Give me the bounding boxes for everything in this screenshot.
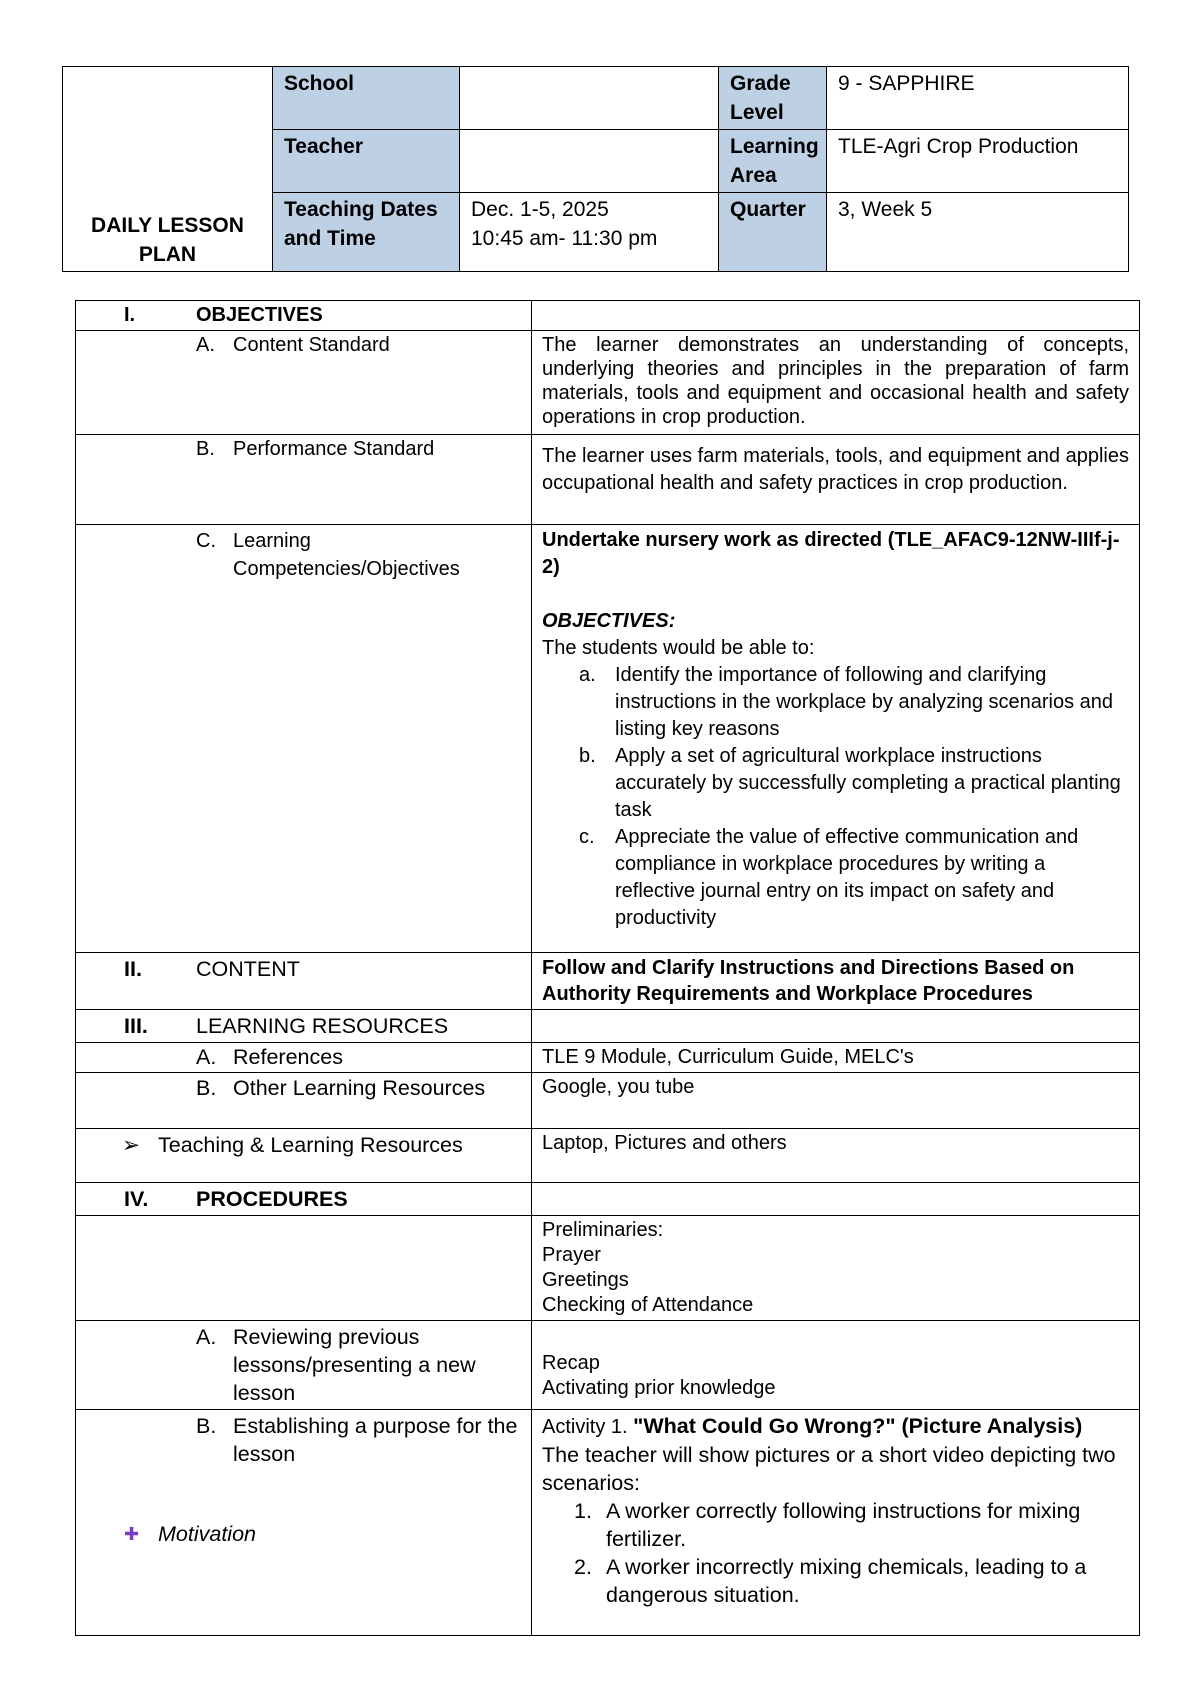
references-value: TLE 9 Module, Curriculum Guide, MELC's (532, 1043, 1140, 1073)
list-item: c. Appreciate the value of effective communication and compliance in workplace procedures by writing a reflective journal entry on its impact on safety and productivity (579, 826, 1079, 929)
references-label: References (233, 1045, 343, 1069)
preliminaries-row (76, 1216, 1140, 1321)
teaching-resources-row (76, 1129, 1140, 1183)
item-letter: C. (196, 530, 216, 552)
content-text: Follow and Clarify Instructions and Directions Based on Authority Requirements and Workplace Procedures (532, 953, 1140, 1010)
list-item: 2. A worker incorrectly mixing chemicals, leading to a dangerous situation. (574, 1555, 1087, 1607)
header-table (62, 66, 1129, 272)
prior-knowledge-line: Activating prior knowledge (542, 1377, 776, 1399)
preliminaries-label: Preliminaries: (542, 1219, 664, 1241)
grade-level-value: 9 - SAPPHIRE (827, 67, 1129, 130)
objectives-heading: OBJECTIVES (196, 304, 323, 326)
teaching-dates-line: Dec. 1-5, 2025 (471, 198, 609, 221)
list-item: b. Apply a set of agricultural workplace instructions accurately by successfully completing a practical planting task (579, 745, 1121, 821)
review-label: Reviewing previous lessons/presenting a new lesson (233, 1325, 476, 1405)
teaching-resources-value: Laptop, Pictures and others (532, 1129, 1140, 1183)
item-letter: A. (196, 1325, 217, 1349)
learning-area-label: Learning Area (719, 130, 827, 193)
content-row (76, 953, 1140, 1010)
prayer-item: Prayer (542, 1244, 601, 1266)
arrow-bullet-icon: ➢ (122, 1133, 141, 1157)
content-standard-text: The learner demonstrates an understanding of concepts, underlying theories and principles in the preparation of farm materials, tools and equipment and occasional health and safety operations in crop production. (532, 331, 1140, 435)
quarter-label: Quarter (719, 193, 827, 272)
performance-standard-row (76, 435, 1140, 525)
quarter-value: 3, Week 5 (827, 193, 1129, 272)
teaching-dates-value (460, 193, 719, 272)
item-letter: A. (196, 1045, 217, 1069)
objectives-subheading: OBJECTIVES: (542, 610, 676, 632)
content-heading: CONTENT (196, 957, 300, 981)
procedures-row (76, 1183, 1140, 1216)
learning-area-value: TLE-Agri Crop Production (827, 130, 1129, 193)
learning-resources-row (76, 1010, 1140, 1043)
item-letter: A. (196, 334, 215, 356)
review-row (76, 1321, 1140, 1410)
teaching-time-line: 10:45 am- 11:30 pm (471, 227, 658, 250)
teacher-value (460, 130, 719, 193)
competencies-row (76, 525, 1140, 953)
content-standard-row (76, 331, 1140, 435)
item-letter: B. (196, 438, 215, 460)
document-title: DAILY LESSON PLAN (63, 67, 273, 272)
recap-line: Recap (542, 1352, 600, 1374)
performance-standard-label: Performance Standard (233, 438, 435, 460)
activity-title: "What Could Go Wrong?" (Picture Analysis) (633, 1414, 1083, 1438)
section-number: IV. (124, 1187, 149, 1211)
references-row (76, 1043, 1140, 1073)
objectives-row (76, 301, 1140, 331)
scenario-list (542, 1497, 1129, 1609)
school-label: School (273, 67, 460, 130)
objectives-list (542, 662, 1129, 932)
section-number: I. (124, 304, 136, 326)
lesson-plan-table (75, 300, 1140, 1636)
other-resources-row (76, 1073, 1140, 1129)
item-letter: B. (196, 1414, 217, 1438)
teaching-dates-label: Teaching Dates and Time (273, 193, 460, 272)
list-item: 1. A worker correctly following instructions for mixing fertilizer. (574, 1499, 1081, 1551)
competency-title: Undertake nursery work as directed (TLE_AFAC9-12NW-IIIf-j-2) (542, 529, 1120, 578)
purpose-label: Establishing a purpose for the lesson (233, 1414, 518, 1466)
activity-prefix: Activity 1. (542, 1416, 634, 1438)
learning-resources-heading: LEARNING RESOURCES (196, 1014, 449, 1038)
content-standard-label: Content Standard (233, 334, 390, 356)
teacher-label: Teacher (273, 130, 460, 193)
motivation-label: Motivation (158, 1522, 256, 1546)
grade-level-label: Grade Level (719, 67, 827, 130)
teaching-resources-label: Teaching & Learning Resources (158, 1133, 463, 1157)
activity-description: The teacher will show pictures or a short video depicting two scenarios: (542, 1443, 1116, 1495)
section-number: II. (124, 957, 142, 981)
greetings-item: Greetings (542, 1269, 629, 1291)
objectives-intro: The students would be able to: (542, 637, 815, 659)
list-item: a. Identify the importance of following and clarifying instructions in the workplace by analyzing scenarios and listing key reasons (579, 664, 1114, 740)
performance-standard-text: The learner uses farm materials, tools, and equipment and applies occupational health and safety practices in crop production. (532, 435, 1140, 525)
motivation-bullet-icon: ✚ (124, 1524, 140, 1544)
school-value (460, 67, 719, 130)
competencies-label: Learning Competencies/Objectives (233, 530, 460, 580)
other-resources-label: Other Learning Resources (233, 1076, 486, 1100)
other-resources-value: Google, you tube (532, 1073, 1140, 1129)
item-letter: B. (196, 1076, 217, 1100)
attendance-item: Checking of Attendance (542, 1294, 754, 1316)
purpose-row (76, 1410, 1140, 1636)
section-number: III. (124, 1014, 148, 1038)
procedures-heading: PROCEDURES (196, 1187, 348, 1211)
